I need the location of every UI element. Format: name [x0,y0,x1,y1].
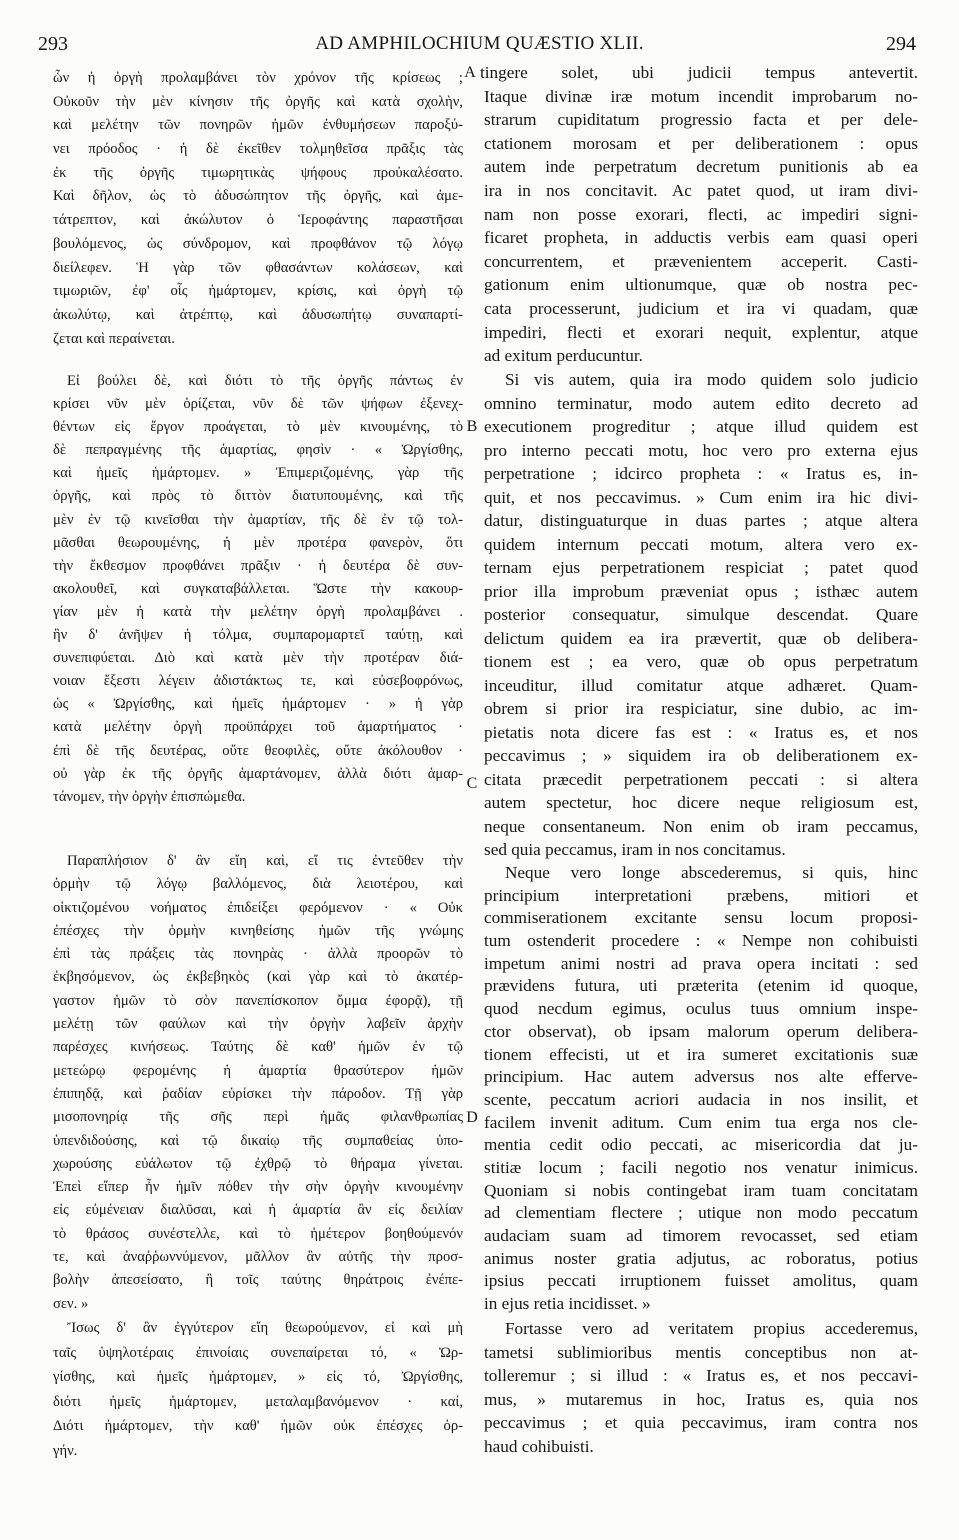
text-line: διότι ἡμεῖς ἡμάρτομεν, μεταλαμβανόμενον · καί, [53,1393,463,1410]
text-line: γήν. [53,1442,78,1459]
text-line: κατὰ μελέτην ὀργὴ προϋπάρχει τοῦ ἁμαρτήματος · [53,719,463,736]
margin-marker-b: B [466,418,478,435]
text-line: mentia cedit odio peccati, ac misericordia dat ju- [484,1135,918,1155]
text-line: τάτρεπτον, καὶ ἀκώλυτον ὁ Ἱεροφάντης παραστῆσαι [53,212,463,229]
text-line: ad exitum perducuntur. [484,346,643,366]
text-line: τιμωριῶν, ἐφ' οἷς ἡμάρτομεν, κρίσις, καὶ ὀργὴ τῷ [53,283,463,300]
text-line: Itaque divinæ iræ motum incendit improbarum no- [484,86,918,106]
text-line: impediri, flecti et exorari nequit, explentur, atque [484,322,918,342]
text-line: καὶ μελέτην τῶν πονηρῶν ἡμῶν ἐνθυμήσεων παροξύ- [53,117,463,134]
text-line: οἰκτιζομένου νοήματος ἐπιδείξει φερόμενον · « Οὐκ [53,899,463,916]
text-line: ὧν ἡ ὀργὴ προλαμβάνει τὸν χρόνον τῆς κρίσεως ; [53,70,463,86]
text-line: οὐ γὰρ ἐκ τῆς ὀργῆς ἁμαρτάνομεν, ἀλλὰ διότι ἁμαρ- [53,765,463,782]
text-line: facilem invenit aditum. Cum enim tua erga nos cle- [484,1112,918,1132]
text-line: Παραπλήσιον δ' ἂν εἴη καὶ, εἴ τις ἐντεῦθεν τὴν [67,853,463,869]
text-line: sed quia peccamus, iram in nos concitamus. [484,840,786,859]
text-line: commiserationem excitante sensu locum proposi- [484,908,918,928]
text-line: peccavimus ; » siquidem ira ob deliberationem ex- [484,746,918,765]
text-line: Quoniam si nobis contingebat iram tuam concitatam [484,1180,918,1200]
text-line: ipsius peccati irruptionem fuisset amolitus, quam [484,1271,918,1291]
text-line: παρέσχες κινήσεως. Ταύτης δὲ καθ' ἡμῶν ἐν τῷ [53,1039,463,1056]
latin-paragraph-2 [484,368,918,862]
text-line: tionem effecisti, ut et ira sumeret excitationis suæ [484,1044,918,1064]
text-line: ἐπιπηδᾷ, καὶ ῥαδίαν εὑρίσκει τὴν πάροδον. Τῇ γὰρ [53,1085,463,1102]
text-line: stitiæ locum ; facili negotio nos venatur inimicus. [484,1157,918,1177]
text-line: γαστον ἡμῶν τὸ σὸν πανεπίσκοπον ὄμμα ἐφορᾷ), τῇ [53,992,463,1009]
text-line: datur, distinguaturque in duas partes ; atque altera [484,511,918,530]
text-line: Οὐκοῦν τὴν μὲν κίνησιν τῆς ὀργῆς καὶ κατὰ σχολὴν, [53,93,463,110]
text-line: pro interno peccati motu, hoc vero pro externa ejus [484,440,918,460]
text-line: inceuditur, illud comitatur atque adhæret. Quam- [484,675,918,695]
text-line: βουλόμενος, ὡς σύνδρομον, καὶ προφθάνον τῷ λόγῳ [53,235,463,252]
text-line: γίσθης, καὶ ἡμεῖς ἡμάρτομεν, » εἰς τό, Ὠργίσθης, [53,1369,463,1386]
text-line: ctationem morosam et per deliberationem : opus [484,133,918,153]
text-line: Ἐπεὶ εἴπερ ἦν ἡμῖν πόθεν τὴν σὴν ὀργὴν κινουμένην [53,1179,463,1196]
text-line: ctor observat), ob ipsam malorum operum delibera- [484,1021,918,1041]
text-line: σεν. » [53,1295,89,1312]
greek-paragraph-1 [53,67,463,351]
text-line: audaciam suam ad timorem revocasset, sed etiam [484,1226,918,1245]
text-line: ταῖς ὑψηλοτέραις ἐπινοίαις συνεπαίρεται τό, « Ὠρ- [53,1344,463,1361]
text-line: μισοπονηρίᾳ τῆς σῆς περὶ ἡμᾶς φιλανθρωπίας [53,1109,463,1126]
text-line: Ἴσως δ' ἂν ἐγγύτερον εἴη θεωρούμενον, εἰ καὶ μὴ [67,1320,463,1336]
text-line: mus, » mutaremus in hoc, Iratus es, quia nos [484,1389,918,1409]
greek-paragraph-3 [53,850,463,1316]
text-line: εἰς εὐμένειαν διαλῦσαι, καὶ ἡ ἁμαρτία ἂν εἰς δειλίαν [53,1202,463,1219]
latin-paragraph-4 [484,1317,918,1459]
text-line: prævidens futura, uti præterita (etenim id quoque, [484,976,918,996]
greek-paragraph-4 [53,1316,463,1464]
text-line: ad clementiam flectere ; utique non modo peccatum [484,1203,918,1223]
text-line: obrem si prior ira respiciatur, sine dubio, ac im- [484,699,918,718]
text-line: animus noster gratia adjutus, ac roboratus, potius [484,1248,918,1268]
text-line: citata præcedit perpetrationem peccati : si altera [484,769,918,789]
text-line: ακολουθεῖ, καὶ συγκαταβάλλεται. Ὥστε τὴν κακουρ- [53,580,463,597]
text-line: ἣν δ' ἀνῆψεν ἡ τόλμα, συμπαρομαρτεῖ ταύτῃ, καὶ [53,627,463,644]
text-line: posterior consequatur, simulque descendat. Quare [484,605,918,624]
text-line: impetum animi nostri ad prava opera incitati : sed [484,953,918,973]
margin-marker-a: A [464,64,476,81]
text-line: Εἰ βούλει δὲ, καὶ διότι τὸ τῆς ὀργῆς πάντως ἐν [67,373,463,389]
text-line: delictum quidem ea ira prævertit, quæ ob delibera- [484,628,918,648]
text-line: χωρούσης εὐάλωτον τῷ ἐχθρῷ τὸ θήραμα γίνεται. [53,1155,463,1172]
text-line: Διότι ἡμάρτομεν, τὴν καθ' ἡμῶν οὐκ ἐπέσχες ὀρ- [53,1418,463,1435]
text-line: γίαν μὲν ἡ κατὰ τὴν μελέτην ὀργὴ προλαμβάνει . [53,603,463,620]
text-line: haud cohibuisti. [484,1436,594,1456]
running-title: AD AMPHILOCHIUM QUÆSTIO XLII. [315,33,644,54]
text-line: peccavimus ; et quia peccavimus, iram contra nos [484,1413,918,1433]
text-line: scente, peccatum acriori audacia in nos insilit, et [484,1089,918,1109]
text-line: θέντων εἰς ἔργον προάγεται, τὸ μὲν κινουμένης, τὸ [53,419,463,436]
text-line: perpetratione ; idcirco propheta : « Iratus es, in- [484,464,918,483]
text-line: βολὴν ἀπεσείσατο, ἢ τοῖς ταύτης θηράτροις ἐνέπε- [53,1272,463,1289]
text-line: ὀργῆς, καὶ πρὸς τὸ διττὸν διατυπουμένης, καὶ τῆς [53,488,463,505]
text-line: tametsi sublimioribus mentis conceptibus non at- [484,1342,918,1362]
page-number-left: 293 [38,33,68,55]
text-line: ficaret propheta, in adductis verbis eam quasi operi [484,228,918,248]
text-line: ὁρμὴν τῷ λόγῳ βαλλόμενος, διὰ λειοτέρου, καὶ [53,876,463,893]
text-line: τάνομεν, τὴν ὀργὴν ἐπισπώμεθα. [53,788,246,805]
greek-paragraph-2 [53,370,463,809]
latin-paragraph-3 [484,862,918,1316]
text-line: principium. Hac autem adversus nos alte efferve- [484,1067,918,1087]
text-line: principium interpretationi præbens, mitiori et [484,885,918,905]
text-line: pietatis nota dicere fas est : « Iratus es, et nos [484,722,918,742]
text-line: tingere solet, ubi judicii tempus antevertit. [480,63,918,82]
text-line: strarum cupiditatum progressio facta et per dele- [484,110,918,130]
text-line: tolleremur ; si illud : « Iratus es, et nos peccavi- [484,1366,918,1386]
text-line: καὶ ἡμεῖς ἡμάρτομεν. » Ἐπιμεριζομένης, γὰρ τῆς [53,465,463,482]
text-line: συνεπιφύεται. Διὸ καὶ κατὰ μὲν τὴν προτέραν διά- [53,650,463,667]
margin-marker-c: C [466,775,478,792]
text-line: concurrentem, et prævenientem acceperit. Casti- [484,251,918,271]
text-line: executionem progreditur ; atque illud quidem est [484,417,918,436]
text-line: quidem internum peccati motum, altera vero ex- [484,534,918,554]
page-number-right: 294 [886,33,916,55]
text-line: μᾶσθαι θεωρουμένης, ἡ μὲν προτέρα φανερὸν, ὅτι [53,534,463,551]
text-line: ἐπέσχες τὴν ὁρμὴν κινηθείσης ἡμῶν τῆς γνώμης [53,922,463,939]
text-line: ira in nos concitavit. Ac patet quod, ut iram divi- [484,180,918,200]
text-line: quit, et nos peccavimus. » Cum enim ira hic divi- [484,487,918,507]
text-line: Neque vero longe abscederemus, si quis, hinc [505,863,918,882]
text-line: νει πρόοδος · ἡ δὲ ἐκεῖθεν τολμηθεῖσα πρᾶξις τὰς [53,141,463,158]
text-line: quod necdum egimus, oculus tuus omnium inspe- [484,999,918,1019]
text-line: neque consentaneum. Non enim ob iram peccamus, [484,816,918,836]
text-line: cata processerunt, judicium et ira vi quadam, quæ [484,298,918,318]
text-line: κρίσει νῦν μὲν ὁρίζεται, νῦν δὲ τῶν ψήφων ἐξενεχ- [53,396,463,413]
text-line: prior illa improbum præveniat opus ; isthæc autem [484,581,918,601]
text-line: διείλεφεν. Ἡ γὰρ τῶν φθασάντων κολάσεων, καὶ [53,259,463,276]
text-line: ἐπὶ δὲ τῆς δευτέρας, οὔτε θεοφιλὲς, οὔτε ἀκόλουθον · [53,742,463,759]
text-line: ζεται καὶ περαίνεται. [53,330,175,347]
text-line: τε, καὶ ἀναῤῥωννύμενον, μᾶλλον ἂν αὐτῆς τὴν προσ- [53,1249,463,1266]
text-line: autem spectetur, hoc dicere neque religiosum est, [484,793,918,812]
text-line: ἐπὶ τὰς πράξεις τὰς πονηρὰς · ἀλλὰ προορῶν τὸ [53,946,463,963]
text-line: ἐκβησόμενον, ὡς ἐκβεβηκὸς (καὶ γὰρ καὶ τὸ ἀκατέρ- [53,969,463,986]
text-line: autem inde perpetratum decretum punitionis ab ea [484,157,918,177]
text-line: Καὶ δῆλον, ὡς τὸ ἀδυσώπητον τῆς ὀργῆς, καὶ ἀμε- [53,188,463,205]
text-line: gationum enim ultionumque, quæ ob nostra pec- [484,275,918,295]
text-line: νοιαν ἔξεστι λέγειν ἀδιστάκτως τε, καὶ εὐσεβοφρόνως, [53,673,463,690]
text-line: nam non posse exorari, flecti, ac impediri signi- [484,204,918,224]
text-line: τὸ θράσος συνέστελλε, καὶ τὸ ἡμέτερον βοηθούμενόν [53,1225,463,1242]
text-line: ἀκωλύτῳ, καὶ ἀτρέπτῳ, καὶ ἀδυσωπήτῳ συναπαρτί- [53,306,463,323]
text-line: Si vis autem, quia ira modo quidem solo judicio [505,370,918,389]
text-line: μὲν ἐν τῷ κινεῖσθαι τὴν ἁμαρτίαν, τῆς δὲ ἐν τῷ τολ- [53,511,463,528]
text-line: δὲ πεπραγμένης τῆς ἁμαρτίας, φησὶν · « Ὠργίσθης, [53,442,463,459]
text-line: μελέτῃ τῶν φαύλων καὶ τὴν ὀργὴν λαβεῖν ἀρχὴν [53,1016,463,1033]
text-line: ὑπενδιδούσης, καὶ τῷ δικαίῳ τῆς συμπαθείας ὑπο- [53,1132,463,1149]
text-line: ὡς « Ὠργίσθης, καὶ ἡμεῖς ἡμάρτομεν · » ἡ γὰρ [53,696,463,713]
margin-marker-d: D [466,1109,478,1126]
text-line: μετεώρῳ φερομένης ἡ ἁμαρτία θρασύτερον ἡμῶν [53,1062,463,1079]
text-line: ternam ejus perpetrationem respiciat ; patet quod [484,558,918,577]
latin-paragraph-1 [480,61,918,368]
text-line: omnino terminatur, modo autem edito decreto ad [484,393,918,413]
text-line: Fortasse vero ad veritatem propius accederemus, [505,1319,918,1338]
text-line: tum ostenderit procedere : « Nempe non cohibuisti [484,931,918,951]
text-line: ἐκ τῆς ὀργῆς τιμωρητικὰς ψήφους προὐκαλέσατο. [53,164,463,181]
text-line: τὴν ἔκθεσμον προφθάνει πρᾶξιν · ἡ δευτέρα δὲ συν- [53,557,463,574]
text-line: in ejus retia incidisset. » [484,1294,651,1314]
text-line: tionem est ; ea vero, quæ ob opus perpetratum [484,652,918,671]
